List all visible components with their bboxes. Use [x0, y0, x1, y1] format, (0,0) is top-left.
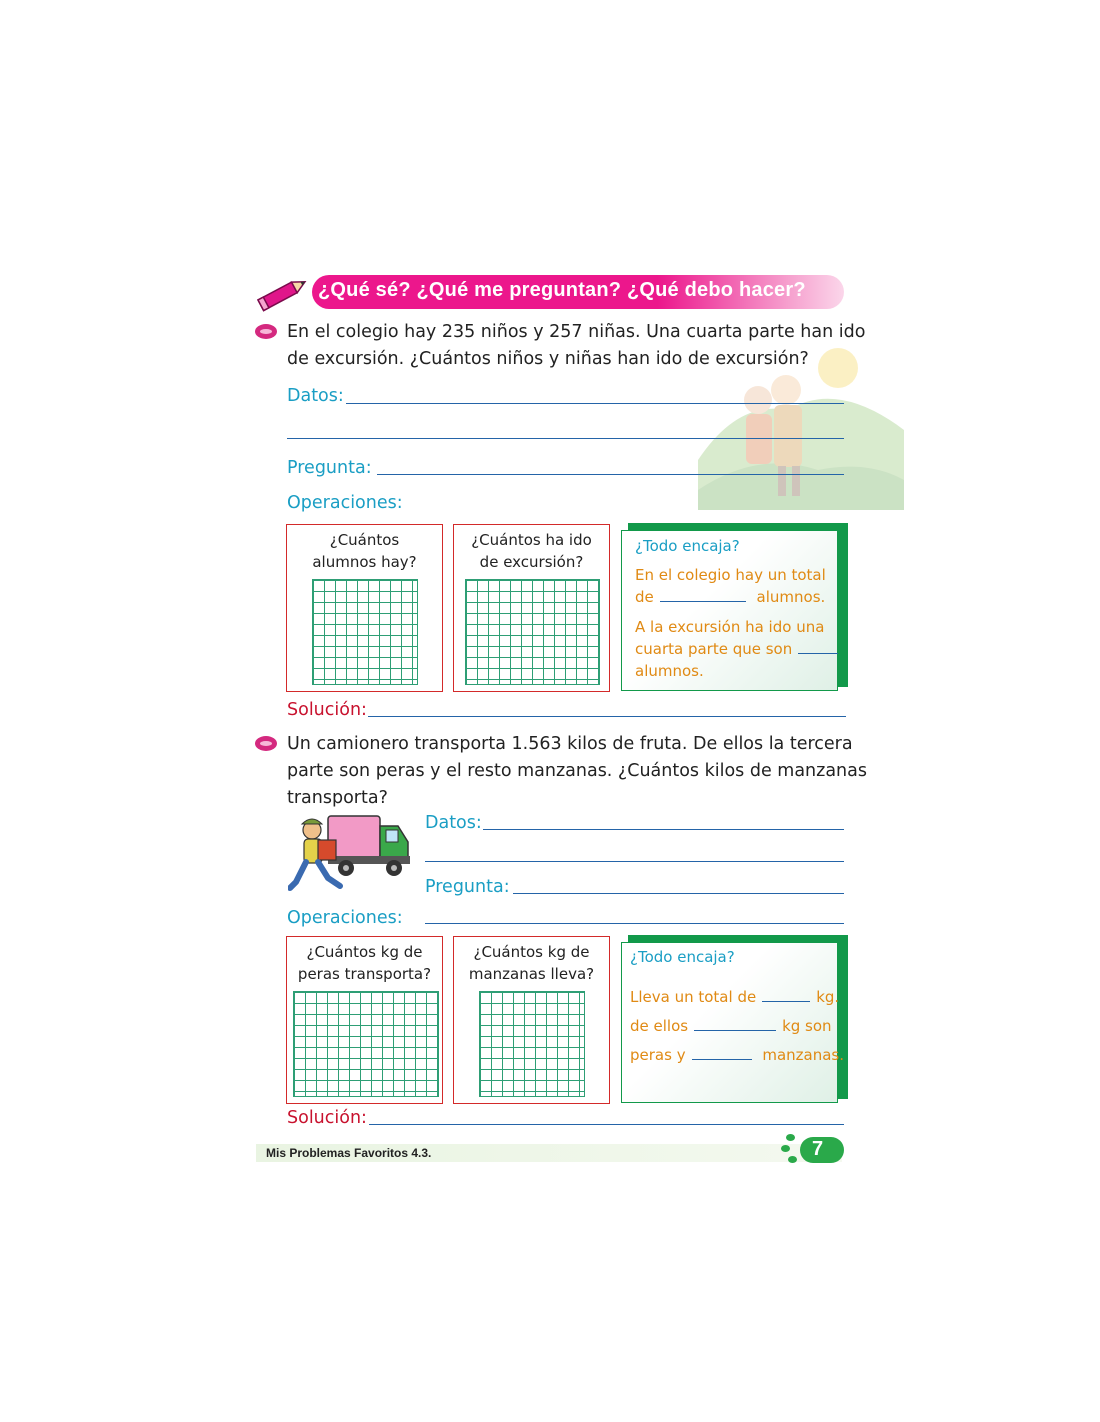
datos-label: Datos:	[287, 386, 344, 406]
datos-line-2[interactable]	[287, 438, 844, 439]
check-word: cuarta parte que son	[635, 640, 793, 658]
check-word: kg.	[816, 988, 840, 1006]
problem-2-line-2: parte son peras y el resto manzanas. ¿Cuántos kilos de manzanas	[287, 761, 867, 781]
pregunta-label: Pregunta:	[425, 877, 510, 897]
check-word: de ellos	[630, 1017, 689, 1035]
pencil-icon	[254, 272, 310, 316]
check-box	[621, 942, 845, 1103]
hiker-illustration	[698, 340, 904, 510]
problem-1-line-1: En el colegio hay 235 niños y 257 niñas. Una cuarta parte han ido	[287, 322, 866, 342]
solucion-line[interactable]	[369, 1124, 844, 1125]
answer-blank[interactable]	[762, 1000, 810, 1002]
answer-blank[interactable]	[692, 1058, 752, 1060]
bullet-icon	[255, 324, 277, 339]
problem-2-text	[287, 731, 867, 812]
check-word: Lleva un total de	[630, 988, 757, 1006]
operation-1-question-line-2: alumnos hay?	[312, 553, 417, 571]
operation-2-question-line-1: ¿Cuántos kg de	[473, 943, 590, 961]
operation-1-question-line-2: peras transporta?	[297, 965, 432, 983]
check-line	[630, 986, 839, 1008]
check-text-2	[635, 616, 840, 682]
pregunta-label: Pregunta:	[287, 458, 372, 478]
operation-grid[interactable]	[465, 579, 600, 685]
check-line: En el colegio hay un total	[635, 566, 826, 584]
page-number: 7	[812, 1138, 824, 1160]
problem-1-line-2: de excursión. ¿Cuántos niños y niñas han ido de excursión?	[287, 349, 809, 369]
problem-2-line-1: Un camionero transporta 1.563 kilos de fruta. De ellos la tercera	[287, 734, 853, 754]
paw-icon	[786, 1134, 795, 1141]
paw-icon	[788, 1156, 797, 1163]
check-word: manzanas.	[762, 1046, 845, 1064]
check-line	[630, 1044, 844, 1066]
datos-line-1[interactable]	[483, 829, 844, 830]
operation-box-2	[453, 524, 610, 692]
operation-grid[interactable]	[312, 579, 418, 685]
datos-label: Datos:	[425, 813, 482, 833]
answer-blank[interactable]	[694, 1029, 776, 1031]
datos-line-1[interactable]	[346, 403, 844, 404]
check-word: alumnos.	[756, 588, 826, 606]
check-title: ¿Todo encaja?	[630, 948, 735, 966]
check-title: ¿Todo encaja?	[635, 537, 740, 555]
operation-1-question-line-1: ¿Cuántos	[329, 531, 400, 549]
answer-blank[interactable]	[798, 652, 838, 654]
pregunta-line-1[interactable]	[513, 893, 844, 894]
operation-2-question-line-1: ¿Cuántos ha ido	[471, 531, 592, 549]
operation-grid[interactable]	[479, 991, 585, 1097]
solucion-line[interactable]	[368, 716, 846, 717]
operation-grid[interactable]	[293, 991, 439, 1097]
operaciones-label: Operaciones:	[287, 493, 403, 513]
datos-line-2[interactable]	[425, 861, 844, 862]
operation-2-question-line-2: manzanas lleva?	[468, 965, 595, 983]
check-line: alumnos.	[635, 662, 704, 680]
check-word: de	[635, 588, 654, 606]
check-box	[621, 530, 838, 691]
page-title: ¿Qué sé? ¿Qué me preguntan? ¿Qué debo hacer?	[318, 279, 806, 301]
paw-icon	[781, 1145, 790, 1152]
answer-blank[interactable]	[660, 600, 746, 602]
operation-box-1	[286, 936, 443, 1104]
pregunta-line-2[interactable]	[425, 923, 844, 924]
pregunta-line[interactable]	[377, 474, 844, 475]
operation-2-question-line-2: de excursión?	[479, 553, 584, 571]
book-title: Mis Problemas Favoritos 4.3.	[266, 1146, 432, 1160]
check-line: A la excursión ha ido una	[635, 618, 825, 636]
check-text-1	[635, 564, 835, 608]
check-line	[630, 1015, 832, 1037]
bullet-icon	[255, 736, 277, 751]
operation-box-2	[453, 936, 610, 1104]
operaciones-label: Operaciones:	[287, 908, 403, 928]
problem-2-line-3: transporta?	[287, 788, 388, 808]
solucion-label: Solución:	[287, 700, 367, 720]
truck-illustration	[288, 812, 412, 896]
check-word: kg son	[782, 1017, 832, 1035]
operation-box-1	[286, 524, 443, 692]
solucion-label: Solución:	[287, 1108, 367, 1128]
operation-1-question-line-1: ¿Cuántos kg de	[306, 943, 423, 961]
check-word: peras y	[630, 1046, 686, 1064]
